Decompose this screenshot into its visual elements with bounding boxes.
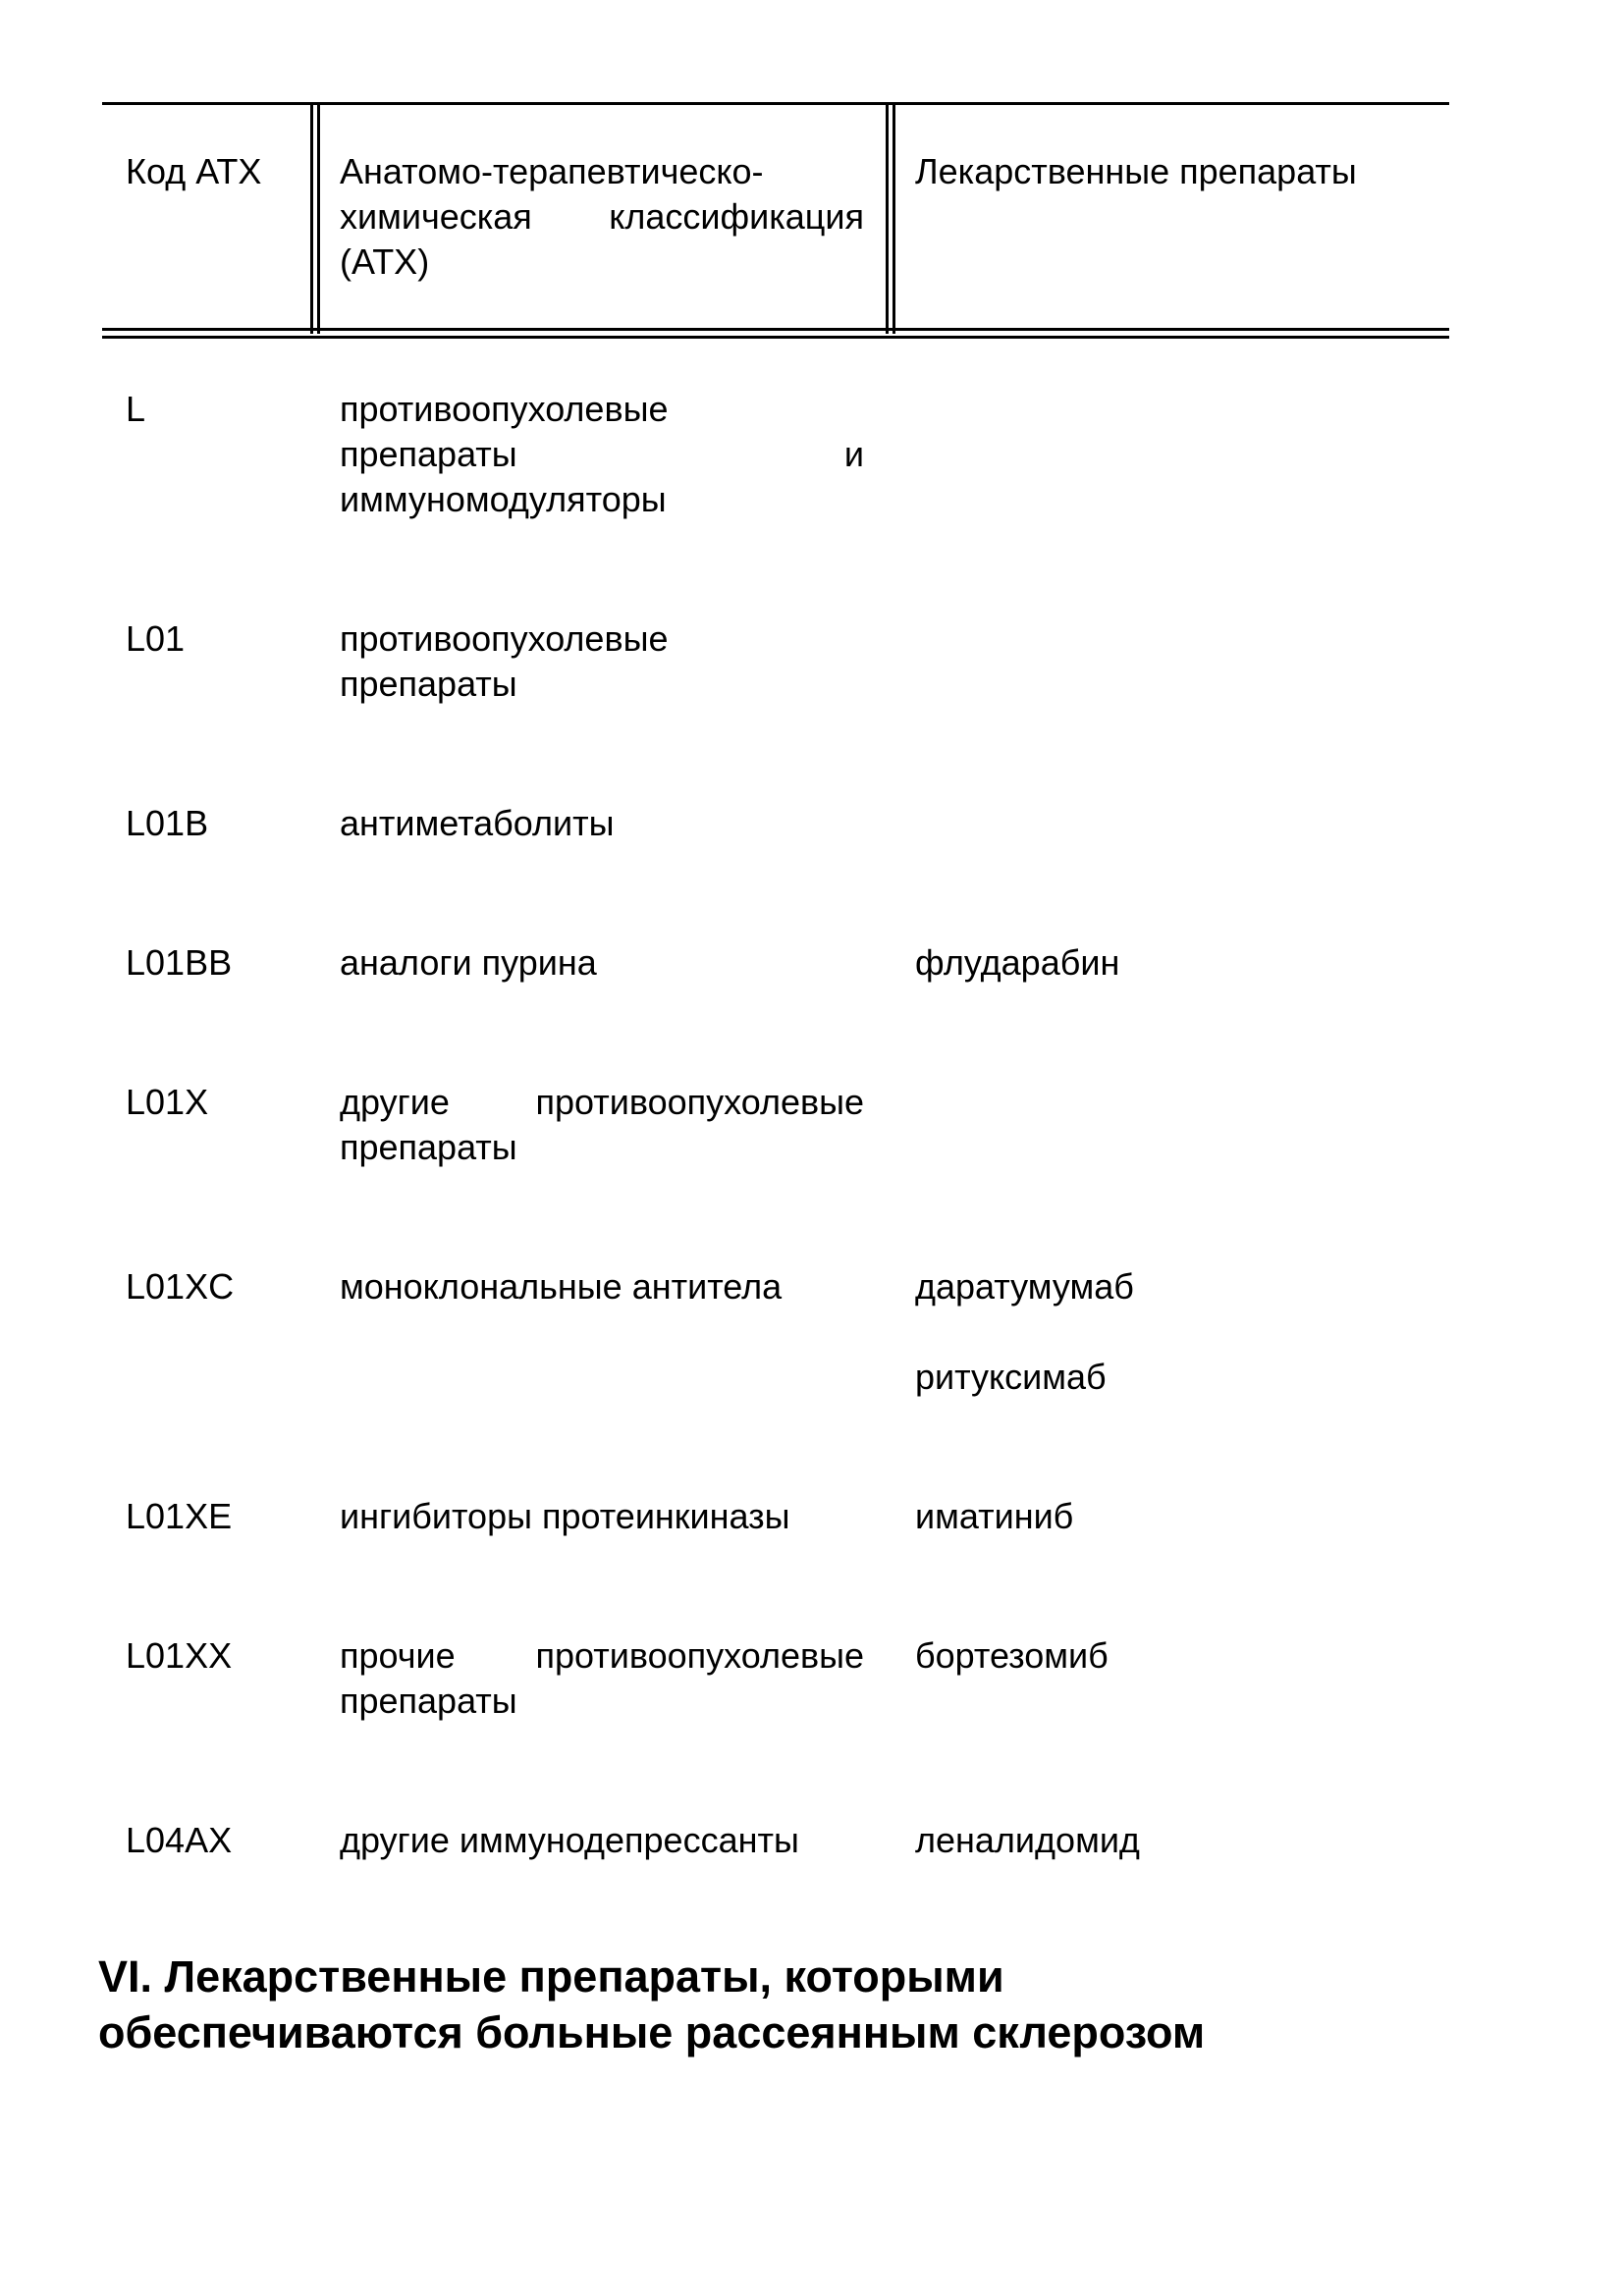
row-drugs	[915, 1494, 1426, 1539]
row-code-text: L01	[126, 618, 186, 659]
drug-name: ритуксимаб	[915, 1357, 1107, 1397]
row-code	[126, 940, 302, 986]
row-drugs	[915, 1264, 1426, 1309]
header-atc-line2-right: классификация	[609, 196, 864, 237]
row-code-text: L01XX	[126, 1635, 233, 1676]
row-drugs	[915, 1633, 1426, 1679]
header-atc-line1: Анатомо-терапевтическо-	[340, 151, 764, 191]
section-heading-line2: обеспечиваются больные рассеянным склерозом	[98, 2007, 1206, 2057]
table-top-border	[102, 102, 1449, 105]
row-atc	[340, 940, 864, 986]
row-atc-word: препараты	[340, 434, 517, 474]
header-atc-line2	[340, 194, 864, 240]
row-atc-line-spread	[340, 432, 864, 477]
header-divider-2a	[886, 102, 889, 334]
header-drugs-text: Лекарственные препараты	[915, 151, 1357, 191]
row-code	[126, 387, 302, 432]
header-atc	[340, 149, 864, 285]
header-code	[126, 149, 302, 194]
row-atc	[340, 1080, 864, 1170]
row-atc-word: прочие	[340, 1635, 456, 1676]
drug-name: леналидомид	[915, 1820, 1140, 1860]
row-atc	[340, 1494, 864, 1539]
row-code-text: L04AX	[126, 1820, 233, 1860]
row-code-text: L	[126, 389, 146, 429]
row-code	[126, 1818, 302, 1863]
header-drugs	[915, 149, 1426, 194]
row-atc-line: ингибиторы протеинкиназы	[340, 1496, 790, 1536]
row-atc-line: аналоги пурина	[340, 942, 597, 983]
row-atc	[340, 1633, 864, 1724]
row-code	[126, 1264, 302, 1309]
header-divider-1a	[310, 102, 313, 334]
table-header-bottom-border	[102, 328, 1449, 331]
row-atc	[340, 387, 864, 522]
row-atc-word: другие	[340, 1082, 450, 1122]
row-drugs	[915, 940, 1426, 986]
row-atc	[340, 1264, 864, 1309]
row-code-text: L01BB	[126, 942, 233, 983]
table-header-bottom-border-2	[102, 336, 1449, 339]
row-atc-line: моноклональные антитела	[340, 1266, 783, 1307]
row-atc	[340, 801, 864, 846]
row-atc-line: антиметаболиты	[340, 803, 615, 843]
row-code	[126, 1633, 302, 1679]
row-code-text: L01XC	[126, 1266, 235, 1307]
row-code-text: L01XE	[126, 1496, 233, 1536]
header-atc-line2-left: химическая	[340, 196, 532, 237]
row-atc-word: и	[843, 434, 864, 474]
row-atc-word: противоопухолевые	[535, 1082, 864, 1122]
row-drugs	[915, 1818, 1426, 1863]
header-code-text: Код АТХ	[126, 151, 262, 191]
row-code	[126, 801, 302, 846]
row-code	[126, 1080, 302, 1125]
header-atc-line3: (АТХ)	[340, 241, 430, 282]
row-code-text: L01B	[126, 803, 209, 843]
row-drugs	[915, 1355, 1426, 1400]
row-atc-line: противоопухолевые	[340, 389, 669, 429]
row-atc-line-spread	[340, 1080, 864, 1125]
row-code	[126, 1494, 302, 1539]
drug-name: даратумумаб	[915, 1266, 1134, 1307]
row-atc-line: препараты	[340, 1681, 517, 1721]
header-divider-1b	[317, 102, 320, 334]
row-atc-line: препараты	[340, 1127, 517, 1167]
row-atc-line: другие иммунодепрессанты	[340, 1820, 799, 1860]
drug-name: иматиниб	[915, 1496, 1074, 1536]
drug-name: бортезомиб	[915, 1635, 1109, 1676]
row-atc-word: противоопухолевые	[535, 1635, 864, 1676]
row-atc-line: противоопухолевые	[340, 618, 669, 659]
row-atc	[340, 1818, 864, 1863]
section-heading	[98, 1949, 1473, 2060]
section-heading-line1: VI. Лекарственные препараты, которыми	[98, 1951, 1004, 2002]
header-divider-2b	[893, 102, 895, 334]
row-atc-line-spread	[340, 1633, 864, 1679]
row-atc-line: препараты	[340, 664, 517, 704]
row-code-text: L01X	[126, 1082, 209, 1122]
row-atc	[340, 616, 864, 707]
row-code	[126, 616, 302, 662]
drug-name: флударабин	[915, 942, 1120, 983]
row-atc-line: иммуномодуляторы	[340, 479, 667, 519]
